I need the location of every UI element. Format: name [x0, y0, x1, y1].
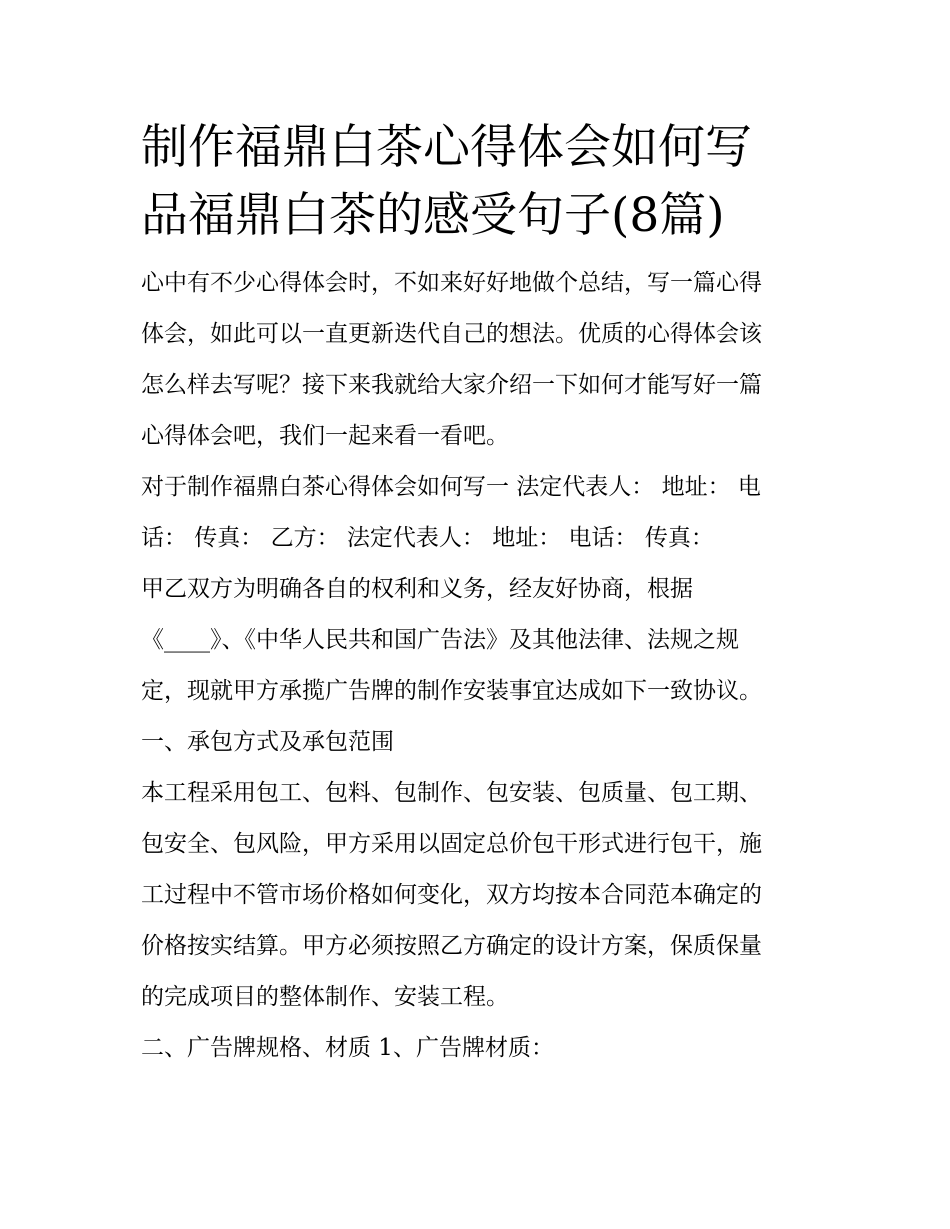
- paragraph-line: 二、广告牌规格、材质 1、广告牌材质：: [141, 1035, 554, 1061]
- paragraph-line: 包安全、包风险，甲方采用以固定总价包干形式进行包干，施: [141, 831, 762, 857]
- title-line-1: 制作福鼎白茶心得体会如何写: [141, 120, 752, 175]
- paragraph-line: 工过程中不管市场价格如何变化，双方均按本合同范本确定的: [141, 882, 762, 908]
- section-heading-2: [141, 1023, 813, 1074]
- paragraph-line: 怎么样去写呢？接下来我就给大家介绍一下如何才能写好一篇: [141, 372, 762, 398]
- paragraph-parties: [141, 462, 813, 564]
- paragraph-line: 《____》、《中华人民共和国广告法》及其他法律、法规之规: [141, 627, 739, 653]
- paragraph-line: 心得体会吧，我们一起来看一看吧。: [141, 423, 509, 449]
- paragraph-line: 一、承包方式及承包范围: [141, 729, 394, 755]
- title-line-2: 品福鼎白茶的感受句子(8篇): [141, 188, 725, 243]
- paragraph-line: 对于制作福鼎白茶心得体会如何写一 法定代表人： 地址： 电: [141, 474, 761, 500]
- paragraph-line: 定，现就甲方承揽广告牌的制作安装事宜达成如下一致协议。: [141, 678, 762, 704]
- document-title: [141, 114, 813, 250]
- paragraph-line: 甲乙双方为明确各自的权利和义务，经友好协商，根据: [141, 576, 693, 602]
- paragraph-line: 心中有不少心得体会时，不如来好好地做个总结，写一篇心得: [141, 270, 762, 296]
- paragraph-intro: [141, 258, 813, 462]
- paragraph-line: 话： 传真： 乙方： 法定代表人： 地址： 电话： 传真：: [141, 525, 714, 551]
- paragraph-line: 体会，如此可以一直更新迭代自己的想法。优质的心得体会该: [141, 321, 762, 347]
- paragraph-scope: [141, 768, 813, 1023]
- paragraph-line: 价格按实结算。甲方必须按照乙方确定的设计方案，保质保量: [141, 933, 762, 959]
- section-heading-1: [141, 717, 813, 768]
- paragraph-line: 的完成项目的整体制作、安装工程。: [141, 984, 509, 1010]
- paragraph-agreement: [141, 564, 813, 717]
- document-content: [141, 114, 813, 1074]
- paragraph-line: 本工程采用包工、包料、包制作、包安装、包质量、包工期、: [141, 780, 762, 806]
